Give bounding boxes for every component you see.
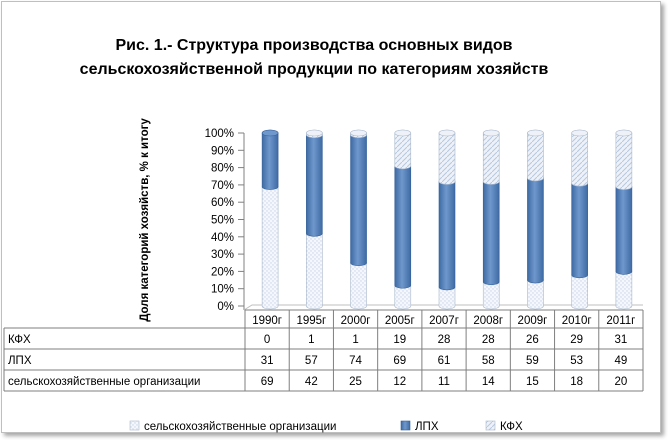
table-cell-value: 74 bbox=[349, 355, 362, 367]
y-tick-label: 60% bbox=[210, 197, 234, 210]
bar-segment bbox=[395, 163, 411, 288]
table-cell-value: 26 bbox=[526, 334, 539, 346]
legend-swatch bbox=[130, 421, 139, 430]
y-tick-label: 70% bbox=[210, 179, 234, 192]
x-category-label: 2008г bbox=[473, 315, 504, 327]
bar-segment bbox=[306, 230, 322, 309]
x-category-label: 2010г bbox=[561, 315, 592, 327]
chart-frame bbox=[1, 1, 661, 433]
y-tick-label: 50% bbox=[210, 214, 234, 227]
bar-segment bbox=[572, 130, 588, 186]
y-tick-label: 0% bbox=[217, 301, 234, 313]
legend-label: КФХ bbox=[500, 421, 523, 433]
y-tick-label: 80% bbox=[210, 162, 234, 175]
bar-top-cap bbox=[351, 130, 367, 136]
bar-top-cap bbox=[572, 130, 588, 136]
y-tick-label: 30% bbox=[210, 249, 234, 262]
bar-top-cap bbox=[616, 130, 632, 136]
table-cell-value: 28 bbox=[437, 334, 451, 346]
bar-segment bbox=[351, 132, 367, 266]
y-axis-label: Доля категорий хозяйств, % к итогу bbox=[139, 118, 151, 322]
table-cell-value: 53 bbox=[570, 355, 584, 367]
chart bbox=[2, 2, 662, 434]
bar-segment bbox=[351, 260, 367, 309]
table-cell-value: 31 bbox=[260, 355, 274, 367]
x-category-label: 1995г bbox=[296, 315, 327, 327]
table-cell-value: 49 bbox=[614, 355, 628, 367]
bar-top-cap bbox=[483, 130, 499, 136]
x-category-label: 2005г bbox=[384, 315, 415, 327]
table-cell-value: 25 bbox=[349, 376, 362, 388]
x-category-label: 2009г bbox=[517, 315, 548, 327]
bar-segment bbox=[439, 178, 455, 290]
bar-top-cap bbox=[262, 130, 278, 136]
table-cell-value: 14 bbox=[481, 376, 495, 388]
table-cell-value: 12 bbox=[393, 376, 407, 388]
legend-swatch bbox=[486, 421, 495, 430]
table-cell-value: 58 bbox=[481, 355, 495, 367]
x-category-label: 2007г bbox=[429, 315, 459, 327]
bar-segment bbox=[262, 184, 278, 309]
bar-top-cap bbox=[527, 130, 543, 136]
chart-title-line-2: сельскохозяйственной продукции по категориям хозяйств bbox=[79, 61, 549, 78]
table-cell-value: 11 bbox=[438, 376, 450, 388]
table-cell-value: 18 bbox=[570, 376, 584, 388]
table-cell-value: 0 bbox=[263, 334, 271, 346]
bar-top-cap bbox=[395, 130, 411, 136]
table-cell-value: 61 bbox=[437, 355, 451, 367]
table-cell-value: 20 bbox=[614, 376, 628, 388]
table-cell-value: 42 bbox=[304, 376, 318, 388]
table-row-label: ЛПХ bbox=[8, 355, 32, 367]
table-cell-value: 59 bbox=[526, 355, 539, 367]
bar-segment bbox=[439, 130, 455, 184]
table-cell-value: 1 bbox=[308, 334, 315, 346]
x-category-label: 1990г bbox=[252, 315, 283, 327]
table-cell-value: 69 bbox=[260, 376, 274, 388]
bar-segment bbox=[483, 130, 499, 184]
table-cell-value: 15 bbox=[526, 376, 539, 388]
table-cell-value: 28 bbox=[481, 334, 495, 346]
table-cell-value: 69 bbox=[393, 355, 407, 367]
table-cell-value: 57 bbox=[304, 355, 318, 367]
bar-segment bbox=[616, 130, 632, 190]
bar-segment bbox=[306, 132, 322, 237]
table-row-label: сельскохозяйственные организации bbox=[8, 376, 201, 388]
bar-segment bbox=[483, 178, 499, 284]
y-tick-label: 100% bbox=[204, 128, 234, 140]
table-cell-value: 1 bbox=[352, 334, 359, 346]
table-cell-value: 31 bbox=[614, 334, 628, 346]
chart-title-line-1: Рис. 1.- Структура производства основных видов bbox=[115, 37, 513, 54]
table-cell-value: 29 bbox=[570, 334, 584, 346]
x-category-label: 2000г bbox=[340, 315, 371, 327]
y-tick-label: 10% bbox=[210, 283, 234, 296]
table-cell-value: 19 bbox=[393, 334, 407, 346]
bar-segment bbox=[262, 130, 278, 190]
bar-top-cap bbox=[439, 130, 455, 136]
y-tick-label: 20% bbox=[210, 266, 234, 279]
x-category-label: 2011г bbox=[606, 315, 636, 327]
table-row-label: КФХ bbox=[8, 334, 31, 346]
bar-top-cap bbox=[306, 130, 322, 136]
legend-label: ЛПХ bbox=[415, 421, 439, 433]
legend-swatch bbox=[401, 421, 410, 430]
bar-segment bbox=[572, 180, 588, 278]
bar-segment bbox=[527, 130, 543, 181]
y-tick-label: 40% bbox=[210, 231, 234, 244]
y-tick-label: 90% bbox=[210, 145, 234, 158]
bar-segment bbox=[616, 184, 632, 275]
bar-segment bbox=[527, 175, 543, 283]
legend-label: сельскохозяйственные организации bbox=[144, 421, 337, 433]
